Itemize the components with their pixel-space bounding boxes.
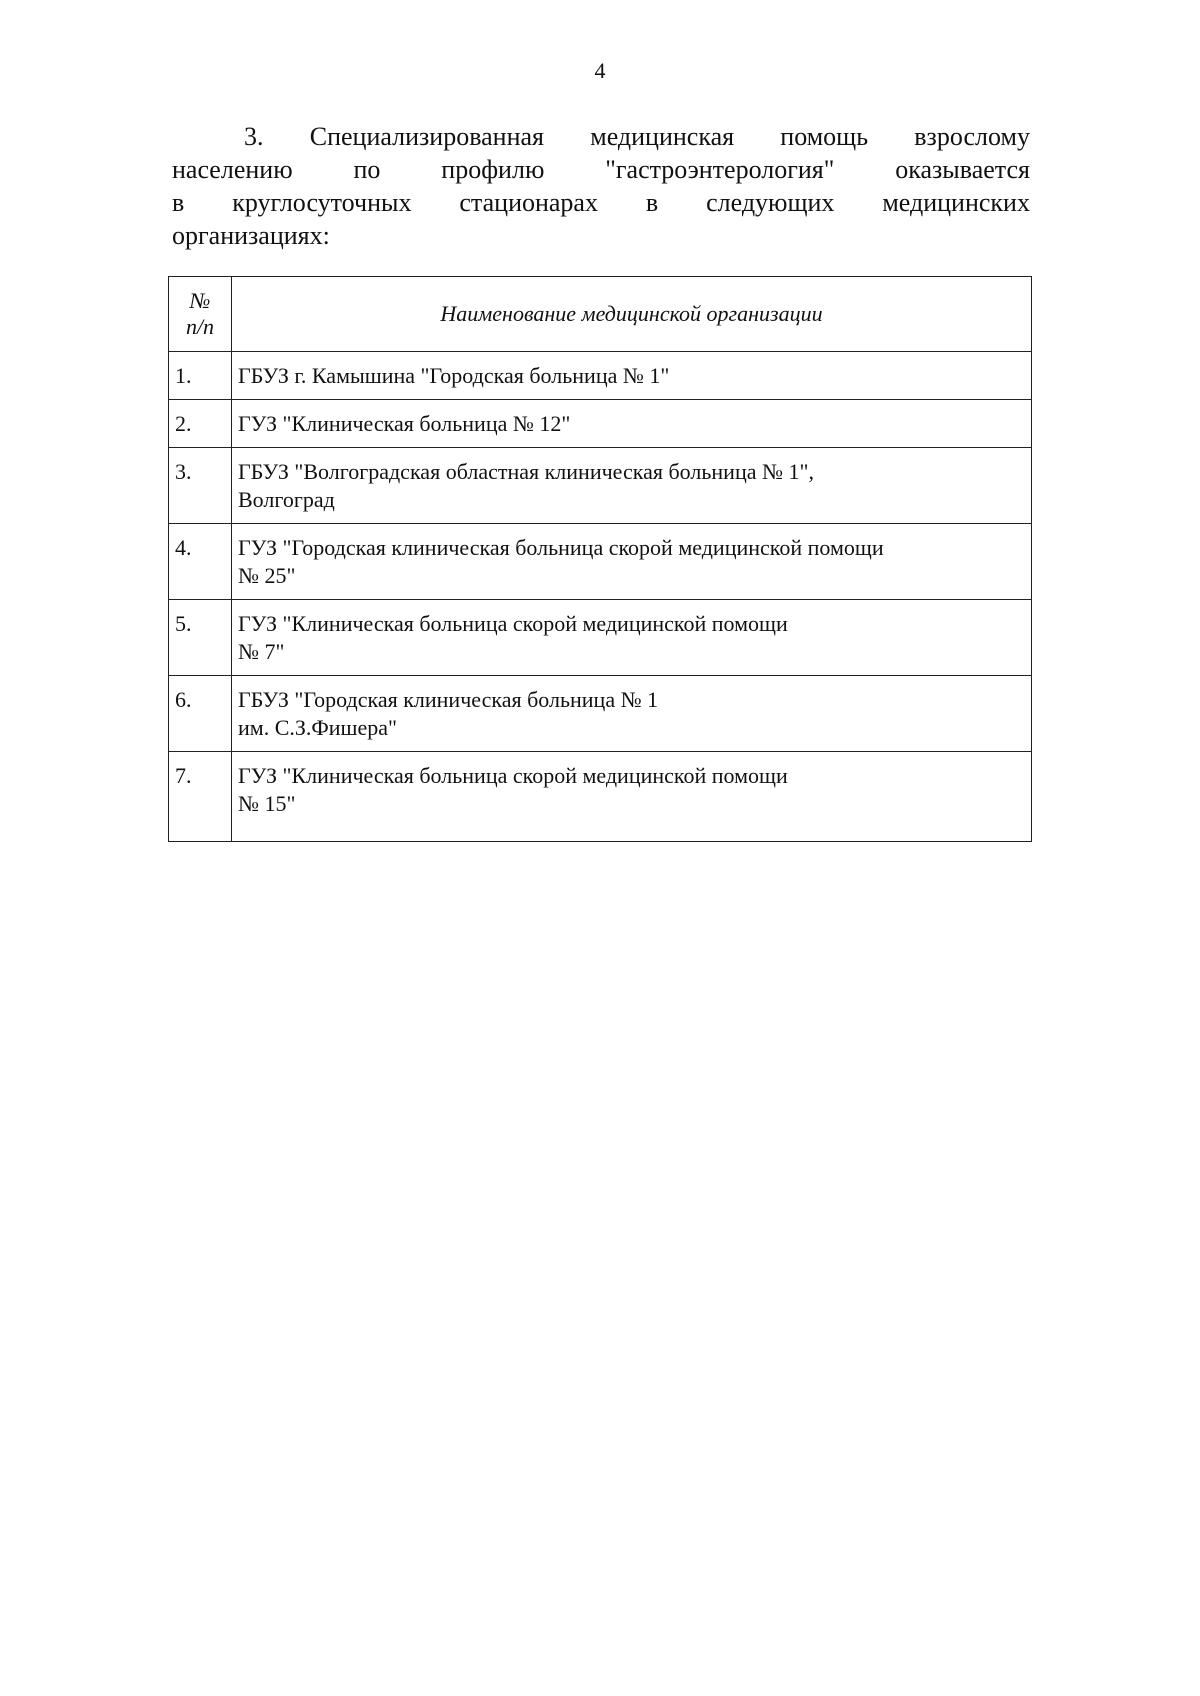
intro-word: стационарах: [459, 188, 598, 217]
intro-word: медицинская: [590, 122, 735, 151]
organization-name: [232, 676, 1032, 752]
intro-word: "гастроэнтерология": [605, 155, 835, 184]
column-header-number: [169, 277, 232, 352]
row-number: 2.: [169, 400, 232, 448]
intro-word: профилю: [441, 155, 545, 184]
organization-name-line: Волгоград: [238, 487, 335, 512]
table-row: [169, 400, 1032, 448]
table-row: [169, 352, 1032, 400]
table-header-row: [169, 277, 1032, 352]
organization-name: [232, 352, 1032, 400]
intro-word: круглосуточных: [232, 188, 412, 217]
organization-name-line: ГБУЗ г. Камышина "Городская больница № 1": [238, 363, 670, 388]
organization-name-line: им. С.З.Фишера": [238, 715, 397, 740]
organization-name-line: № 7": [238, 639, 285, 664]
row-number: 5.: [169, 600, 232, 676]
organizations-table: [168, 276, 1032, 842]
intro-word: следующих: [706, 188, 835, 217]
intro-word: в: [172, 188, 185, 217]
intro-paragraph: [172, 120, 1030, 252]
table-row: [169, 676, 1032, 752]
table-row: [169, 448, 1032, 524]
organization-name-line: ГУЗ "Клиническая больница № 12": [238, 411, 571, 436]
intro-word: организациях:: [172, 221, 330, 250]
header-number-symbol: №: [189, 288, 211, 313]
row-number: 4.: [169, 524, 232, 600]
organization-name: [232, 524, 1032, 600]
header-number-abbr: п/п: [185, 314, 215, 339]
row-number: 6.: [169, 676, 232, 752]
intro-word: Специализированная: [309, 122, 545, 151]
table-row: [169, 752, 1032, 842]
row-number: 7.: [169, 752, 232, 842]
table-row: [169, 600, 1032, 676]
organization-name: [232, 400, 1032, 448]
intro-word: помощь: [780, 122, 869, 151]
organization-name: [232, 448, 1032, 524]
table-row: [169, 524, 1032, 600]
intro-word: медицинских: [882, 188, 1030, 217]
intro-line: [172, 120, 1030, 153]
organization-name: [232, 600, 1032, 676]
organization-name: [232, 752, 1032, 842]
page-number: 4: [594, 58, 606, 83]
organization-name-line: ГБУЗ "Городская клиническая больница № 1: [238, 687, 659, 712]
intro-line: [172, 186, 1030, 219]
intro-word: 3.: [244, 122, 264, 151]
column-header-organization-name: Наименование медицинской организации: [232, 277, 1032, 352]
organization-name-line: ГУЗ "Городская клиническая больница скорой медицинской помощи: [238, 535, 884, 560]
intro-word: в: [645, 188, 659, 217]
intro-word: взрослому: [914, 122, 1030, 151]
row-number: 3.: [169, 448, 232, 524]
organization-name-line: № 25": [238, 563, 296, 588]
intro-word: оказывается: [895, 155, 1030, 184]
intro-line: [172, 219, 1030, 252]
intro-line: [172, 153, 1030, 186]
organization-name-line: ГУЗ "Клиническая больница скорой медицинской помощи: [238, 611, 788, 636]
intro-word: по: [353, 155, 381, 184]
organization-name-line: ГБУЗ "Волгоградская областная клиническая больница № 1",: [238, 459, 814, 484]
organization-name-line: ГУЗ "Клиническая больница скорой медицинской помощи: [238, 763, 788, 788]
row-number: 1.: [169, 352, 232, 400]
intro-word: населению: [172, 155, 293, 184]
organization-name-line: № 15": [238, 791, 296, 816]
